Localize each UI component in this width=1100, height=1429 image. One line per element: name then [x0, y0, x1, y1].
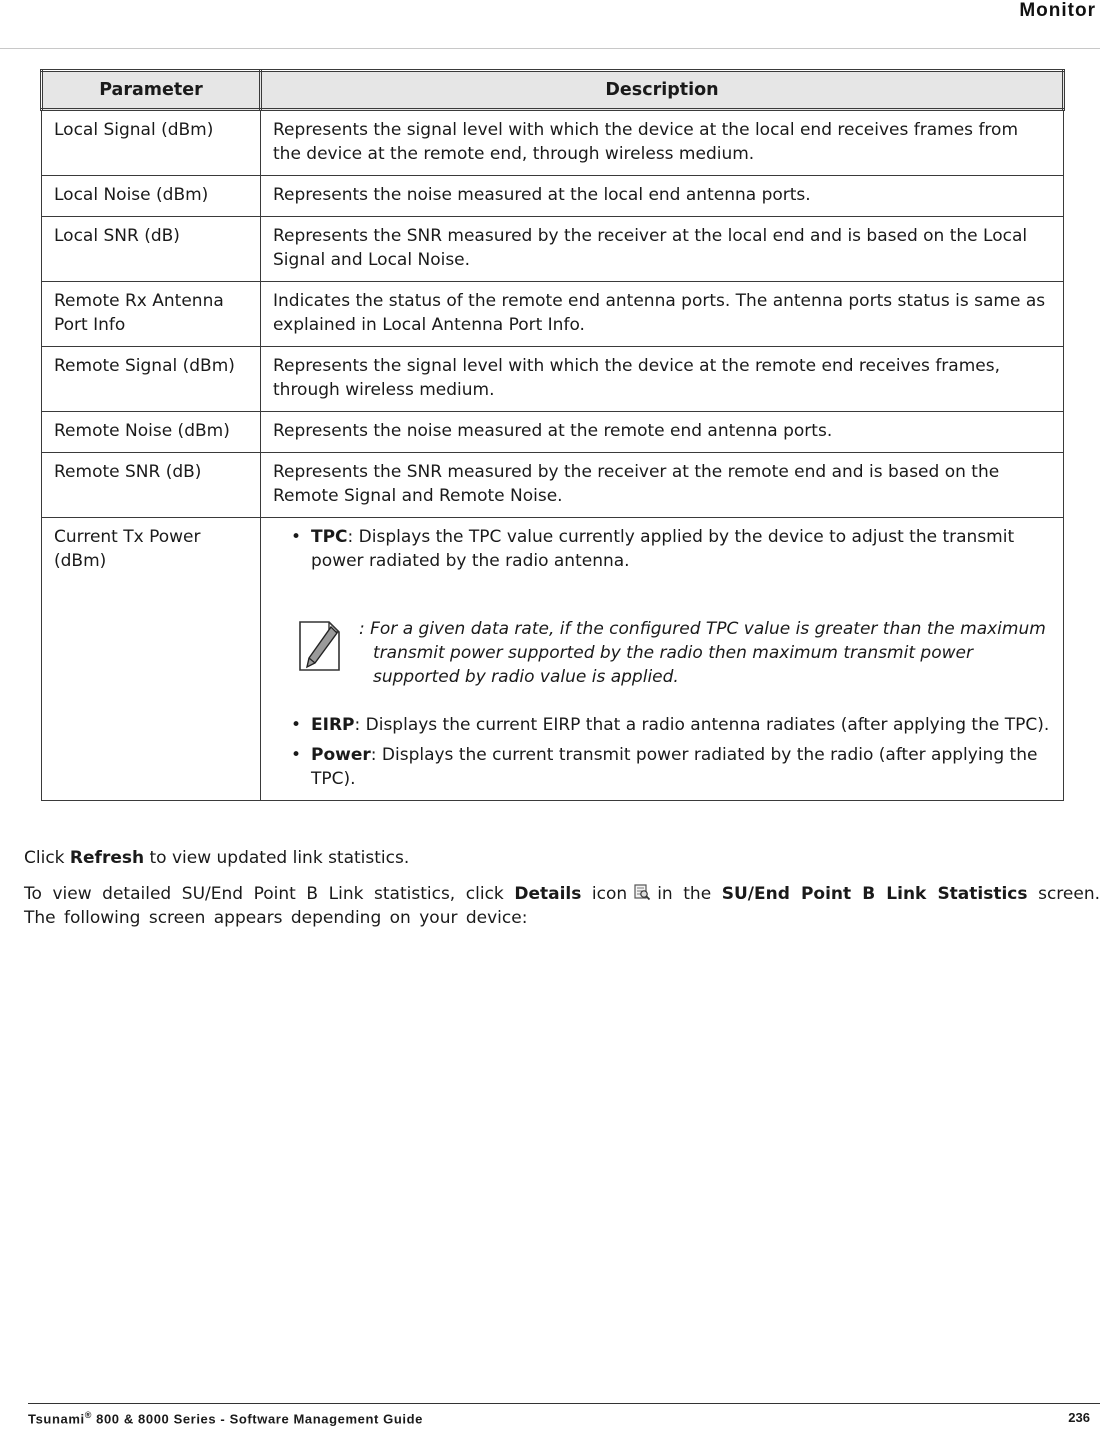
- link-statistics-label: SU/End Point B Link Statistics: [721, 884, 1028, 904]
- note-pencil-icon: [297, 619, 345, 673]
- table-row: [42, 217, 1064, 282]
- desc-cell: [261, 518, 1064, 801]
- table-row: [42, 176, 1064, 217]
- tx-power-list-2: [273, 713, 1051, 791]
- refresh-paragraph: [24, 846, 1100, 870]
- desc-cell: Represents the signal level with which the device at the local end receives frames from the device at the remote end, through wireless medium.: [261, 110, 1064, 176]
- list-item-tpc: [273, 525, 1051, 573]
- footer-guide-title: [28, 1410, 423, 1426]
- p2-text-post: screen. The following screen appears depending on your device:: [24, 884, 1100, 928]
- table-row: [42, 347, 1064, 412]
- list-item-power: [273, 743, 1051, 791]
- p1-text-post: to view updated link statistics.: [144, 848, 410, 868]
- header-divider: [0, 48, 1100, 49]
- param-cell: Local Signal (dBm): [42, 110, 261, 176]
- eirp-label: EIRP: [311, 715, 355, 735]
- footer-divider: [28, 1403, 1100, 1404]
- param-cell: Local Noise (dBm): [42, 176, 261, 217]
- table-row: [42, 412, 1064, 453]
- footer-guide: 800 & 8000 Series - Software Management Guide: [91, 1411, 423, 1427]
- table-row: [42, 110, 1064, 176]
- details-paragraph: [24, 882, 1100, 930]
- page-header-title: Monitor: [1019, 0, 1096, 21]
- tpc-text: : Displays the TPC value currently applied by the device to adjust the transmit power radiated by the radio antenna.: [311, 527, 1015, 571]
- list-item-eirp: [273, 713, 1051, 737]
- power-label: Power: [311, 745, 371, 765]
- param-cell: Remote Signal (dBm): [42, 347, 261, 412]
- desc-cell: Represents the noise measured at the remote end antenna ports.: [261, 412, 1064, 453]
- refresh-label: Refresh: [69, 848, 145, 868]
- footer-product: Tsunami: [28, 1411, 85, 1427]
- details-icon: [633, 883, 651, 901]
- note-block: [273, 617, 1051, 689]
- desc-cell: Represents the signal level with which the device at the remote end receives frames, through wireless medium.: [261, 347, 1064, 412]
- tpc-label: TPC: [311, 527, 348, 547]
- param-cell: Remote Rx Antenna Port Info: [42, 282, 261, 347]
- eirp-text: : Displays the current EIRP that a radio antenna radiates (after applying the TPC).: [354, 715, 1050, 735]
- param-cell: Current Tx Power (dBm): [42, 518, 261, 801]
- note-text: : For a given data rate, if the configured TPC value is greater than the maximum transmit power supported by the radio then maximum transmit power supported by radio value is applied.: [359, 619, 1046, 687]
- desc-cell: Represents the SNR measured by the receiver at the remote end and is based on the Remote Signal and Remote Noise.: [261, 453, 1064, 518]
- page-number: 236: [1068, 1410, 1090, 1425]
- p2-text-mid2: in the: [657, 884, 722, 904]
- header-description: Description: [261, 71, 1064, 110]
- desc-cell: Represents the SNR measured by the receiver at the local end and is based on the Local Signal and Local Noise.: [261, 217, 1064, 282]
- table-header-row: [42, 71, 1064, 110]
- table-row: [42, 282, 1064, 347]
- table-row: [42, 453, 1064, 518]
- p1-text-pre: Click: [24, 848, 70, 868]
- parameter-table: [40, 69, 1065, 801]
- param-cell: Remote Noise (dBm): [42, 412, 261, 453]
- power-text: : Displays the current transmit power radiated by the radio (after applying the TPC).: [311, 745, 1038, 789]
- desc-cell: Indicates the status of the remote end antenna ports. The antenna ports status is same as explained in Local Antenna Port Info.: [261, 282, 1064, 347]
- footer-reg-mark: ®: [84, 1410, 92, 1420]
- param-cell: Remote SNR (dB): [42, 453, 261, 518]
- header-parameter: Parameter: [42, 71, 261, 110]
- param-cell: Local SNR (dB): [42, 217, 261, 282]
- tx-power-list: [273, 525, 1051, 573]
- table-row-tx-power: [42, 518, 1064, 801]
- desc-cell: Represents the noise measured at the local end antenna ports.: [261, 176, 1064, 217]
- p2-text-pre: To view detailed SU/End Point B Link statistics, click: [24, 884, 515, 904]
- details-label: Details: [514, 884, 582, 904]
- p2-text-mid1: icon: [581, 884, 628, 904]
